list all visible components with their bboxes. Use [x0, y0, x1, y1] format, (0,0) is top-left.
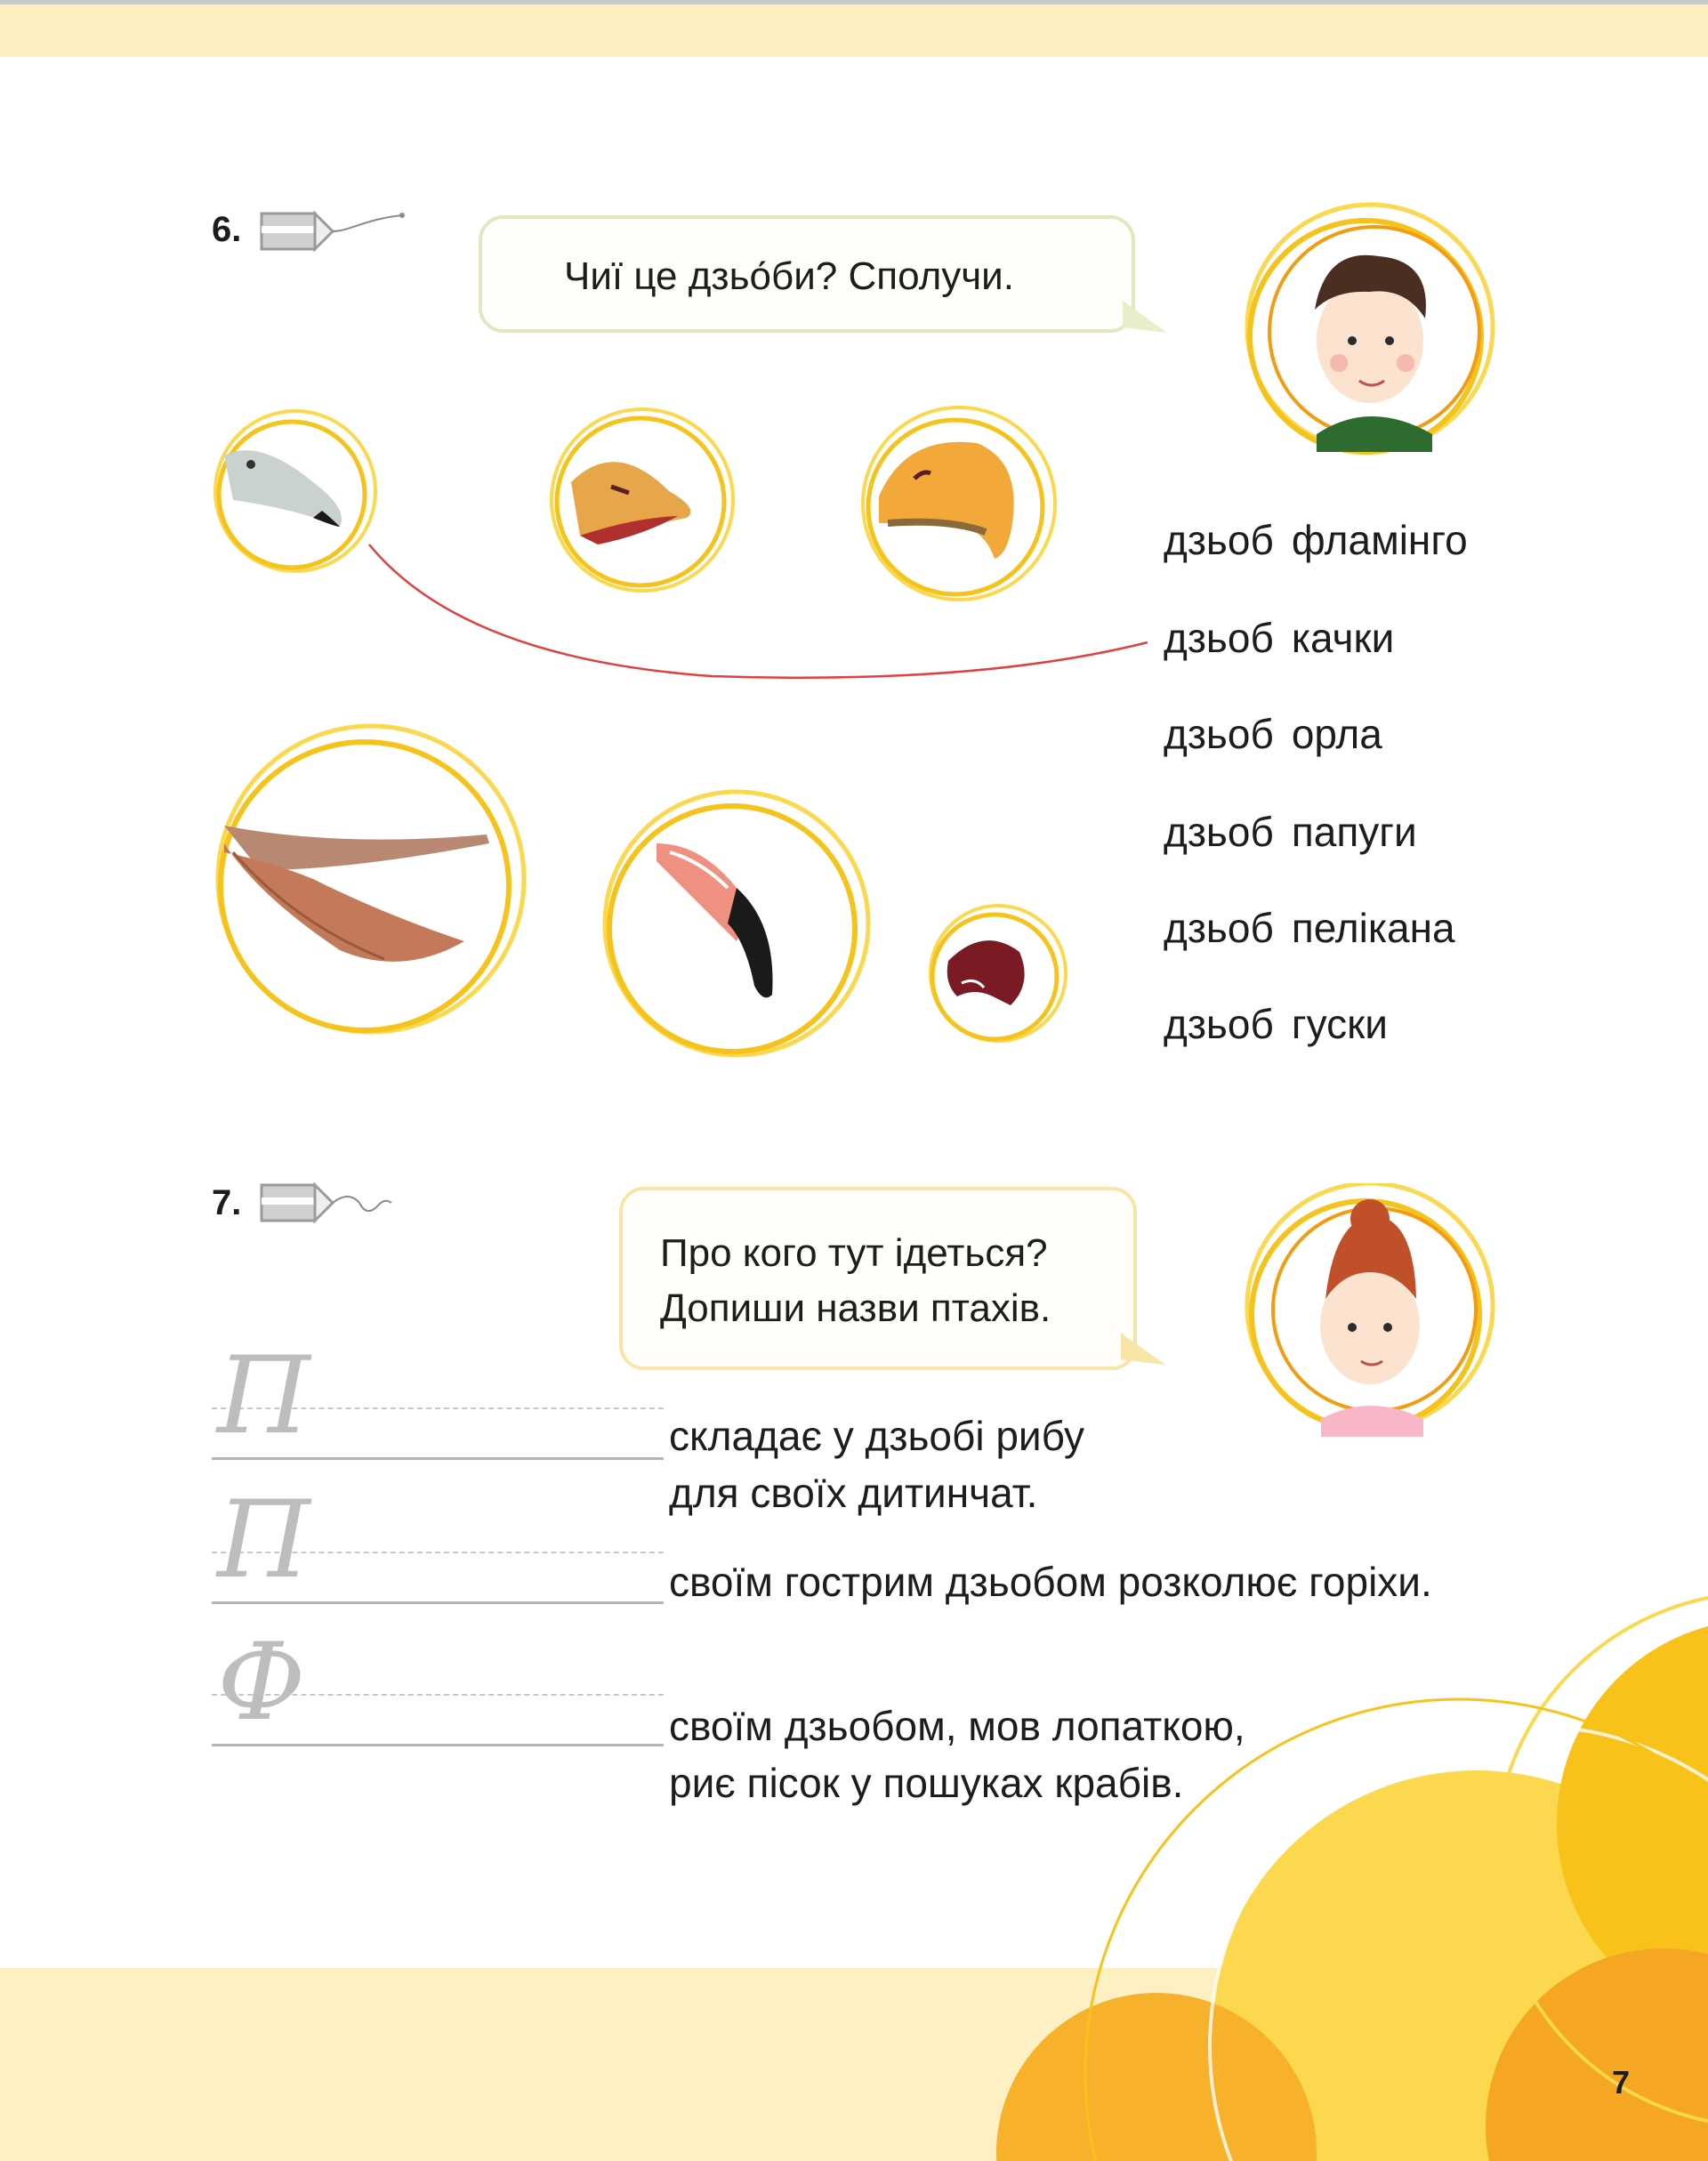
goose-beak-image[interactable] [206, 402, 384, 580]
girl-avatar [1228, 1183, 1512, 1450]
boy-avatar [1228, 194, 1512, 479]
word-duck[interactable]: дзьоб качки [1164, 615, 1395, 661]
pencil-icon [260, 210, 411, 254]
row-2-text: своїм гострим дзьобом розколює горіхи. [669, 1559, 1432, 1605]
row-1-text: складає у дзьобі рибу для своїх дитинчат. [669, 1413, 1084, 1516]
word-parrot[interactable]: дзьоб папуги [1164, 809, 1417, 855]
cursive-letter-1: П [217, 1334, 310, 1458]
task-7-instruction-line1: Про кого тут ідеться? [660, 1231, 1048, 1275]
pelican-beak-image[interactable] [206, 719, 536, 1048]
word-flamingo[interactable]: дзьоб фламінго [1164, 517, 1468, 563]
task-7-instruction-line2: Допиши назви птахів. [660, 1286, 1051, 1330]
duck-beak-image[interactable] [544, 402, 740, 598]
row-3-text: своїм дзьобом, мов лопаткою, риє пісок у пошуках крабів. [669, 1703, 1245, 1806]
page-number: 7 [1611, 2064, 1630, 2101]
word-eagle[interactable]: дзьоб орла [1164, 711, 1382, 757]
task-6-speech-bubble [479, 215, 1135, 333]
task-6-number: 6. [212, 210, 242, 249]
eagle-beak-image[interactable] [852, 399, 1066, 612]
pencil-icon [260, 1181, 411, 1226]
cursive-letter-3: Ф [217, 1621, 306, 1745]
task-7-number: 7. [212, 1183, 242, 1222]
word-goose[interactable]: дзьоб гуски [1164, 1001, 1388, 1047]
parrot-beak-image[interactable] [922, 899, 1073, 1050]
task-6-instruction: Чиї це дзьо́би? Сполучи. [564, 254, 1014, 298]
cursive-letter-2: П [217, 1479, 310, 1602]
task-7-speech-bubble [619, 1187, 1137, 1370]
flamingo-beak-image[interactable] [594, 781, 879, 1066]
word-pelican[interactable]: дзьоб пелікана [1164, 905, 1455, 951]
